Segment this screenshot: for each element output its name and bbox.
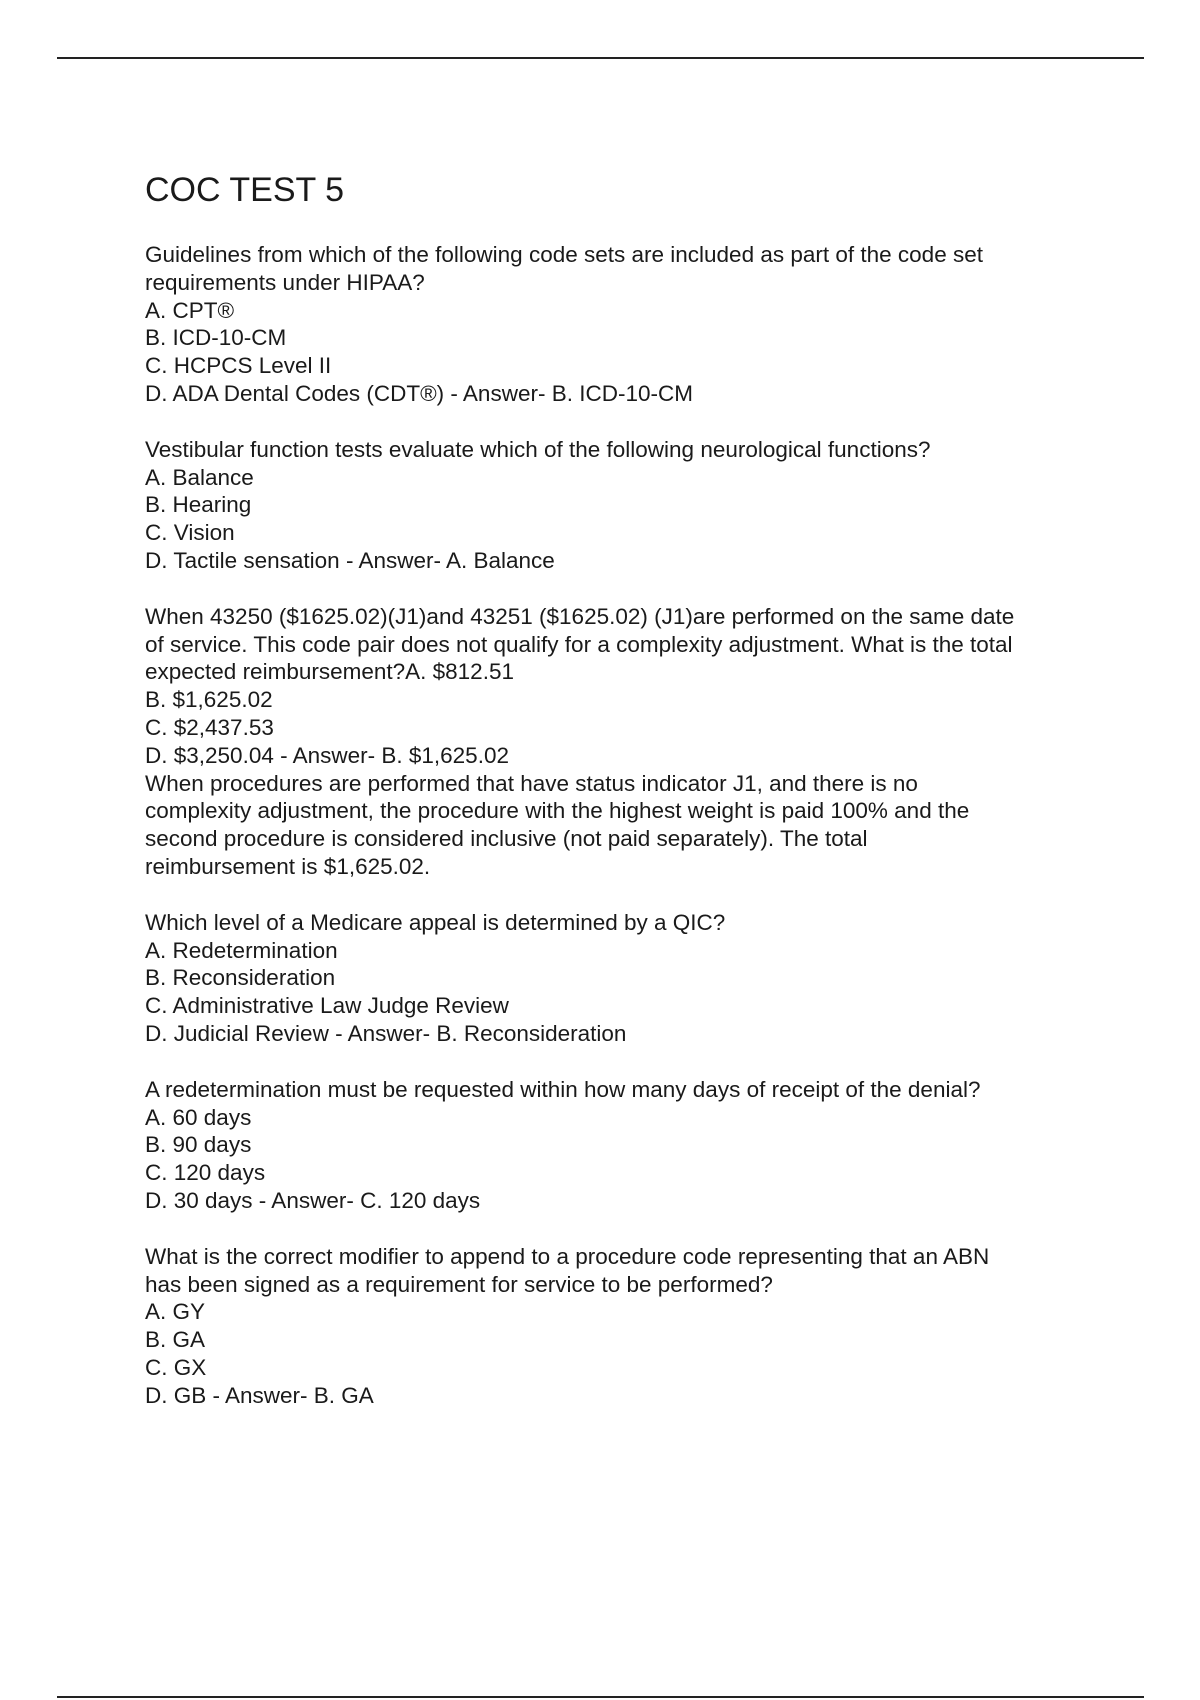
question-line: When procedures are performed that have status indicator J1, and there is no [145,770,918,796]
question-block [145,1243,1095,1410]
question-line: of service. This code pair does not qualify for a complexity adjustment. What is the total [145,631,1013,657]
question-line: reimbursement is $1,625.02. [145,853,431,879]
question-line: has been signed as a requirement for service to be performed? [145,1271,773,1297]
question-text: What is the correct modifier to append to a procedure code representing that an ABN [145,1243,990,1269]
question-line: A. GY [145,1299,206,1325]
question-line: C. HCPCS Level II [145,353,332,379]
page-title: COC TEST 5 [145,171,345,209]
question-block [145,241,1095,408]
question-line: A. 60 days [145,1104,252,1130]
question-line: requirements under HIPAA? [145,269,425,295]
question-block [145,1076,1095,1215]
question-line: C. $2,437.53 [145,714,274,740]
question-line: B. ICD-10-CM [145,325,287,351]
question-line: second procedure is considered inclusive (not paid separately). The total [145,826,868,852]
question-line: C. GX [145,1354,207,1380]
question-line: B. GA [145,1327,206,1353]
question-text: Guidelines from which of the following code sets are included as part of the code set [145,242,983,267]
question-line: C. Vision [145,520,235,546]
question-line: D. Tactile sensation - Answer- A. Balance [145,547,555,573]
question-line: D. Judicial Review - Answer- B. Reconsideration [145,1020,627,1046]
question-line: C. 120 days [145,1160,266,1186]
question-block [145,603,1095,881]
question-line: complexity adjustment, the procedure with the highest weight is paid 100% and the [145,798,970,824]
question-line: D. $3,250.04 - Answer- B. $1,625.02 [145,742,509,768]
question-text: A redetermination must be requested within how many days of receipt of the denial? [145,1076,981,1102]
question-line: D. GB - Answer- B. GA [145,1382,374,1408]
top-divider [57,57,1144,59]
question-line: D. 30 days - Answer- C. 120 days [145,1187,481,1213]
question-text: Vestibular function tests evaluate which of the following neurological functions? [145,436,931,462]
question-text: When 43250 ($1625.02)(J1)and 43251 ($1625.02) (J1)are performed on the same date [145,603,1015,629]
question-line: expected reimbursement?A. $812.51 [145,659,514,685]
question-block [145,436,1095,575]
question-line: C. Administrative Law Judge Review [145,993,509,1019]
question-line: A. Balance [145,464,254,490]
question-line: B. Reconsideration [145,965,336,991]
question-list [145,241,1095,1409]
document-body [145,170,1095,1437]
question-line: A. CPT® [145,297,235,323]
question-line: D. ADA Dental Codes (CDT®) - Answer- B. ICD-10-CM [145,380,693,406]
question-line: B. 90 days [145,1132,252,1158]
question-line: B. Hearing [145,492,252,518]
bottom-divider [57,1696,1144,1698]
question-line: B. $1,625.02 [145,687,273,713]
question-text: Which level of a Medicare appeal is determined by a QIC? [145,909,726,935]
question-block [145,909,1095,1048]
question-line: A. Redetermination [145,937,338,963]
